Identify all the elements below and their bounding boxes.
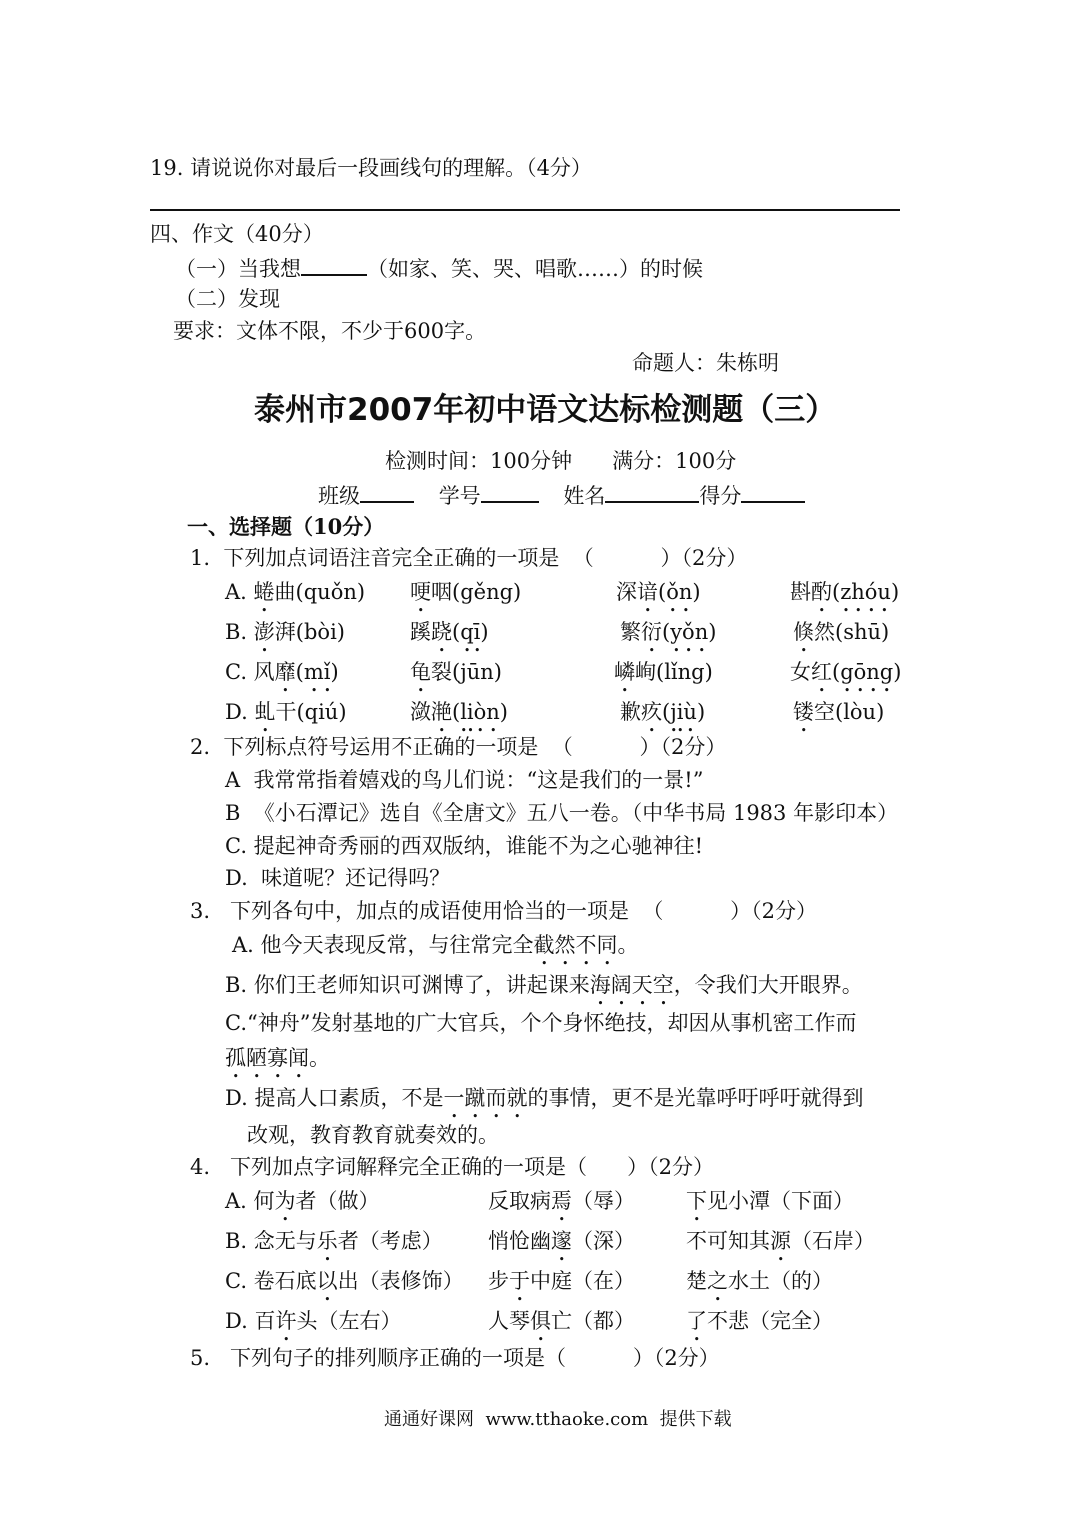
q1-option-b4: 倏然(shū) <box>793 620 890 644</box>
q4-option-d1: D. 百许头（左右） <box>225 1309 402 1333</box>
question-19: 19. 请说说你对最后一段画线句的理解。（4分） <box>150 156 592 180</box>
class-blank <box>360 483 414 503</box>
name-label: 姓名 <box>563 484 606 508</box>
section-heading: 一、选择题（10分） <box>187 514 385 539</box>
q1-option-d: D. 虬干(qiú) <box>225 700 347 724</box>
q3-option-c-line1: C.“神舟”发射基地的广大官兵，个个身怀绝技，却因从事机密工作而 <box>225 1011 857 1035</box>
q2-option-b: B 《小石潭记》选自《全唐文》五八一卷。（中华书局 1983 年影印本） <box>225 801 899 825</box>
q2-option-a: A 我常常指着嬉戏的鸟儿们说：“这是我们的一景!” <box>225 768 704 792</box>
q4-option-a2: 反取病焉（辱） <box>488 1189 635 1213</box>
q3-option-d-line2: 改观，教育教育就奏效的。 <box>247 1123 499 1147</box>
q4-option-c2: 步于中庭（在） <box>488 1269 635 1293</box>
q3-option-a: A. 他今天表现反常，与往常完全截然不同。 <box>232 933 639 957</box>
q4-option-c1: C. 卷石底以出（表修饰） <box>225 1269 464 1293</box>
q1-option-b: B. 澎湃(bòi) <box>225 620 345 644</box>
q1-option-d3: 歉疚(jiù) <box>620 700 706 724</box>
q1-option-c4: 女红(gōng) <box>790 660 902 684</box>
id-blank <box>481 483 539 503</box>
q4-option-c3: 楚之水土（的） <box>686 1269 833 1293</box>
name-blank <box>605 483 699 503</box>
q2-stem: 2. 下列标点符号运用不正确的一项是 （ ）（2分） <box>190 735 727 759</box>
score-label: 得分 <box>699 484 742 508</box>
q3-option-c-line2: 孤陋寡闻。 <box>225 1046 330 1070</box>
q1-option-b3: 繁衍(yǒn) <box>620 620 717 644</box>
q1-option-a3: 深谙(ǒn) <box>616 580 701 604</box>
q1-option-d2: 潋滟(liòn) <box>410 700 508 724</box>
essay-prompt-2: （二）发现 <box>175 287 280 311</box>
essay-prompt-1-a: （一）当我想 <box>175 257 301 281</box>
essay-heading: 四、作文（40分） <box>150 222 324 246</box>
essay-author: 命题人：朱栋明 <box>632 351 779 375</box>
q1-option-d4: 镂空(lòu) <box>793 700 885 724</box>
q2-option-c: C. 提起神奇秀丽的西双版纳，谁能不为之心驰神往! <box>225 834 704 858</box>
score-blank <box>741 483 805 503</box>
q4-stem: 4. 下列加点字词解释完全正确的一项是（ ）（2分） <box>190 1155 714 1179</box>
q4-option-b3: 不可知其源（石岸） <box>686 1229 875 1253</box>
q1-option-b2: 蹊跷(qī) <box>410 620 489 644</box>
q4-option-d3: 了不悲（完全） <box>686 1309 833 1333</box>
exam-info: 检测时间：100分钟 满分：100分 <box>385 449 737 473</box>
q4-option-b2: 悄怆幽邃（深） <box>488 1229 635 1253</box>
q1-stem: 1. 下列加点词语注音完全正确的一项是 （ ）（2分） <box>190 546 748 570</box>
class-label: 班级 <box>318 484 360 508</box>
essay-prompt-1-b: （如家、笑、哭、唱歌……）的时候 <box>367 257 703 281</box>
essay-blank <box>301 256 367 276</box>
q3-option-b: B. 你们王老师知识可渊博了，讲起课来海阔天空，令我们大开眼界。 <box>225 973 863 997</box>
essay-requirement: 要求：文体不限，不少于600字。 <box>173 319 487 343</box>
q1-option-c3: 嶙峋(lǐng) <box>614 660 713 684</box>
essay-prompt-1 <box>175 256 703 280</box>
q1-option-a: A. 蜷曲(quǒn) <box>225 580 366 604</box>
q1-option-a4: 斟酌(zhóu) <box>790 580 900 604</box>
q1-option-c2: 龟裂(jūn) <box>410 660 502 684</box>
q5-stem: 5. 下列句子的排列顺序正确的一项是（ ）（2分） <box>190 1346 720 1370</box>
page-title: 泰州市2007年初中语文达标检测题（三） <box>254 392 837 428</box>
q4-option-d2: 人琴俱亡（都） <box>488 1309 635 1333</box>
q4-option-b1: B. 念无与乐者（考虑） <box>225 1229 443 1253</box>
student-info-line <box>318 483 805 507</box>
q4-option-a3: 下见小潭（下面） <box>686 1189 854 1213</box>
page-footer: 通通好课网 www.tthaoke.com 提供下载 <box>384 1409 732 1430</box>
q3-option-d-line1: D. 提高人口素质，不是一蹴而就的事情，更不是光靠呼吁呼吁就得到 <box>225 1086 864 1110</box>
id-label: 学号 <box>438 484 481 508</box>
q2-option-d: D. 味道呢？还记得吗？ <box>225 866 451 890</box>
q3-stem: 3. 下列各句中，加点的成语使用恰当的一项是 （ ）（2分） <box>190 899 818 923</box>
divider-line <box>150 209 900 211</box>
q1-option-a2: 哽咽(gěng) <box>410 580 522 604</box>
q4-option-a1: A. 何为者（做） <box>225 1189 380 1213</box>
q1-option-c: C. 风靡(mǐ) <box>225 660 339 684</box>
